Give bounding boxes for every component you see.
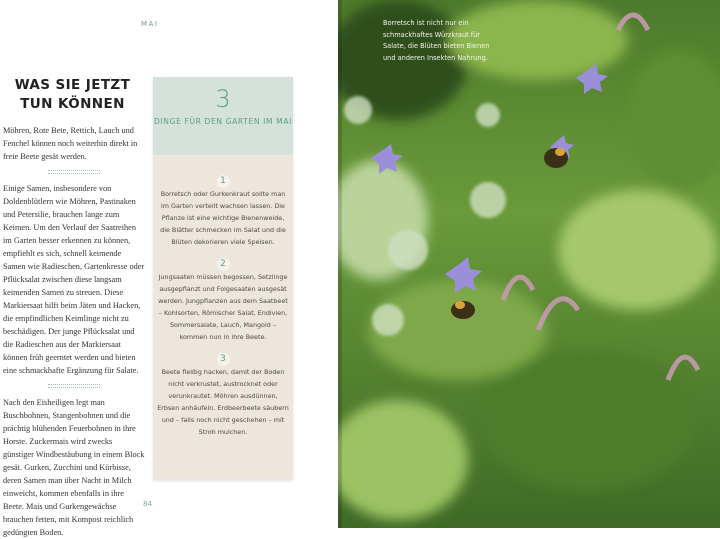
paragraph-1: Möhren, Rote Bete, Rettich, Lauch und Fenchel können noch weiterhin direkt in freie Beete gesät werden. [3,126,138,161]
page-number: 84 [143,500,152,508]
tips-title: DINGE FÜR DEN GARTEN IM MAI [154,117,292,126]
tip-number: 2 [217,258,230,271]
tip-text: Borretsch oder Gurkenkraut sollte man im Garten verteilt wachsen lassen. Die Pflanze ist eine wichtige Bienenweide, die Blätter schmecken im Salat und die Blüten dekorieren viele Speisen. [160,190,286,246]
tip-text: Beete fleißig hacken, damit der Boden nicht verkrustet, austrocknet oder verunkrautet. Möhren ausdünnen, Erbsen anhäufeln. Erdbeerbeete säubern und – falls noch nicht geschehen – mit Stroh mulchen. [157,368,289,436]
tip-text: Jungsaaten müssen begossen, Setzlinge ausgepflanzt und Folgesaaten ausgesät werden. Jungpflanzen aus dem Saatbeet – Kohlsorten, Römischer Salat, Endivien, Sommersalate, Lauch, Mangold – kommen nun in ihre Beete. [158,273,288,341]
paragraph-3: Nach den Eisheiligen legt man Buschbohnen, Stangenbohnen und die prächtig blühenden Feuerbohnen in ihre Horste. Zuckermais wird zwecks günstiger Windbestäubung in einem Block gesät. Gurken, Zucchini und Kürbisse, deren Samen man über Nacht in Milch einweicht, kommen ebenfalls in ihre Beete. Mais und Gurkengewächse brauchen fetten, mit Kompost reichlich gedüngten Boden. [3,398,145,537]
tip-number: 1 [217,175,230,188]
main-text-column [3,76,145,539]
running-header-month: MAI [141,20,159,28]
tip-item [153,353,293,438]
tips-count: 3 [215,85,231,113]
tip-number: 3 [217,353,230,366]
borage-bees-image [338,0,720,528]
paragraph-2: Einige Samen, insbesondere von Doldenblütlern wie Möhren, Pastinaken und Petersilie, brauchen lange zum Keimen. Um den Verlauf der Saatreihen im Garten besser erkennen zu können, empfiehlt es sich, schnell keimende Samen wie Radieschen, Gartenkresse oder Pflücksalat zwischen diese langsam keimenden Samen zu streuen. Diese Markiersaat hilft beim Jäten und Hacken, die empfindlichen Keimlinge nicht zu beschädigen. Der junge Pflücksalat und die Radieschen aus der Markiersaat können früh geerntet werden und bieten eine schmackhafte Ergänzung für Salate. [3,184,145,375]
photo-caption: Borretsch ist nicht nur ein schmackhaftes Würzkraut für Salate, die Blüten bieten Bienen und anderen Insekten Nahrung. [383,19,490,62]
section-heading: WAS SIE JETZT TUN KÖNNEN [14,77,131,112]
tips-box [153,77,293,479]
left-page [0,0,338,537]
tip-item [153,175,293,248]
tips-box-header [153,77,293,155]
borage-photo [338,0,720,528]
tip-item [153,258,293,343]
divider [48,170,100,174]
divider [48,384,100,388]
